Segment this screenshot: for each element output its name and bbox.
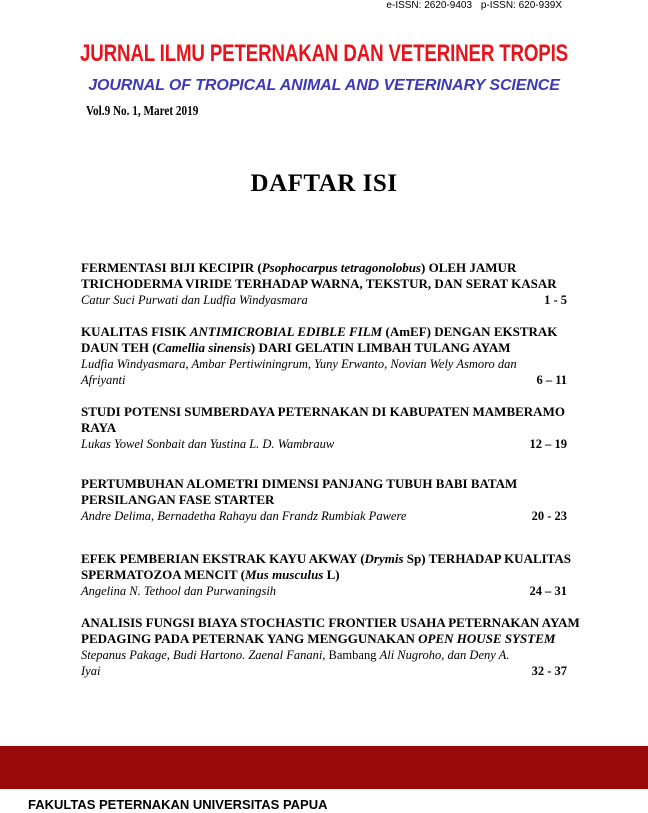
page-title: DAFTAR ISI: [250, 170, 398, 197]
article-title-line: PEDAGING PADA PETERNAK YANG MENGGUNAKAN OPEN HOUSE SYSTEM: [81, 631, 556, 646]
article-title-line: RAYA: [81, 420, 117, 435]
toc-entry-5[interactable]: [81, 551, 571, 599]
article-authors: Ludfia Windyasmara, Ambar Pertiwiningrum, Yuny Erwanto, Novian Wely Asmoro dan: [81, 357, 517, 371]
article-title-line: PERSILANGAN FASE STARTER: [81, 492, 275, 507]
pissn: p-ISSN: 620-939X: [480, 0, 562, 11]
eissn: e-ISSN: 2620-9403: [386, 0, 473, 11]
article-title-line: KUALITAS FISIK ANTIMICROBIAL EDIBLE FILM (AmEF) DENGAN EKSTRAK: [81, 324, 558, 339]
article-pages: 24 – 31: [529, 584, 567, 598]
article-pages: 20 - 23: [531, 509, 567, 523]
issn-line: [380, 0, 562, 11]
article-pages: 1 - 5: [544, 293, 567, 307]
article-authors: Andre Delima, Bernadetha Rahayu dan Frandz Rumbiak Pawere: [81, 509, 407, 523]
article-title-line: SPERMATOZOA MENCIT (Mus musculus L): [81, 567, 340, 582]
footer-institution: FAKULTAS PETERNAKAN UNIVERSITAS PAPUA: [28, 797, 328, 812]
toc-entry-6[interactable]: [81, 615, 580, 679]
article-pages: 12 – 19: [529, 437, 567, 451]
journal-subtitle: JOURNAL OF TROPICAL ANIMAL AND VETERINARY SCIENCE: [88, 77, 560, 94]
article-authors: Angelina N. Tethool dan Purwaningsih: [81, 584, 277, 598]
article-pages: 6 – 11: [536, 373, 567, 387]
article-title-line: DAUN TEH (Camellia sinensis) DARI GELATIN LIMBAH TULANG AYAM: [81, 340, 511, 355]
toc-entry-4[interactable]: [81, 476, 571, 524]
article-authors: Iyai: [81, 664, 101, 678]
article-title-line: STUDI POTENSI SUMBERDAYA PETERNAKAN DI KABUPATEN MAMBERAMO: [81, 404, 565, 419]
footer-band: [0, 746, 648, 789]
article-authors: Afriyanti: [81, 373, 126, 387]
article-title-line: ANALISIS FUNGSI BIAYA STOCHASTIC FRONTIER USAHA PETERNAKAN AYAM: [81, 615, 580, 630]
toc-entry-3[interactable]: [81, 404, 571, 452]
toc-entry-2[interactable]: [81, 324, 571, 388]
article-authors: Stepanus Pakage, Budi Hartono. Zaenal Fanani, Bambang Ali Nugroho, dan Deny A.: [81, 648, 510, 662]
journal-title: JURNAL ILMU PETERNAKAN DAN VETERINER TROPIS: [79, 40, 569, 67]
article-pages: 32 - 37: [531, 664, 567, 678]
article-title-line: PERTUMBUHAN ALOMETRI DIMENSI PANJANG TUBUH BABI BATAM: [81, 476, 518, 491]
article-authors: Catur Suci Purwati dan Ludfia Windyasmara: [81, 293, 308, 307]
article-title-line: FERMENTASI BIJI KECIPIR (Psophocarpus tetragonolobus) OLEH JAMUR: [81, 260, 517, 275]
toc-entry-1[interactable]: [81, 260, 571, 308]
article-title-line: TRICHODERMA VIRIDE TERHADAP WARNA, TEKSTUR, DAN SERAT KASAR: [81, 276, 557, 291]
article-authors: Lukas Yowel Sonbait dan Yustina L. D. Wambrauw: [81, 437, 335, 451]
volume-info: Vol.9 No. 1, Maret 2019: [86, 104, 199, 119]
article-title-line: EFEK PEMBERIAN EKSTRAK KAYU AKWAY (Drymis Sp) TERHADAP KUALITAS: [81, 551, 572, 566]
